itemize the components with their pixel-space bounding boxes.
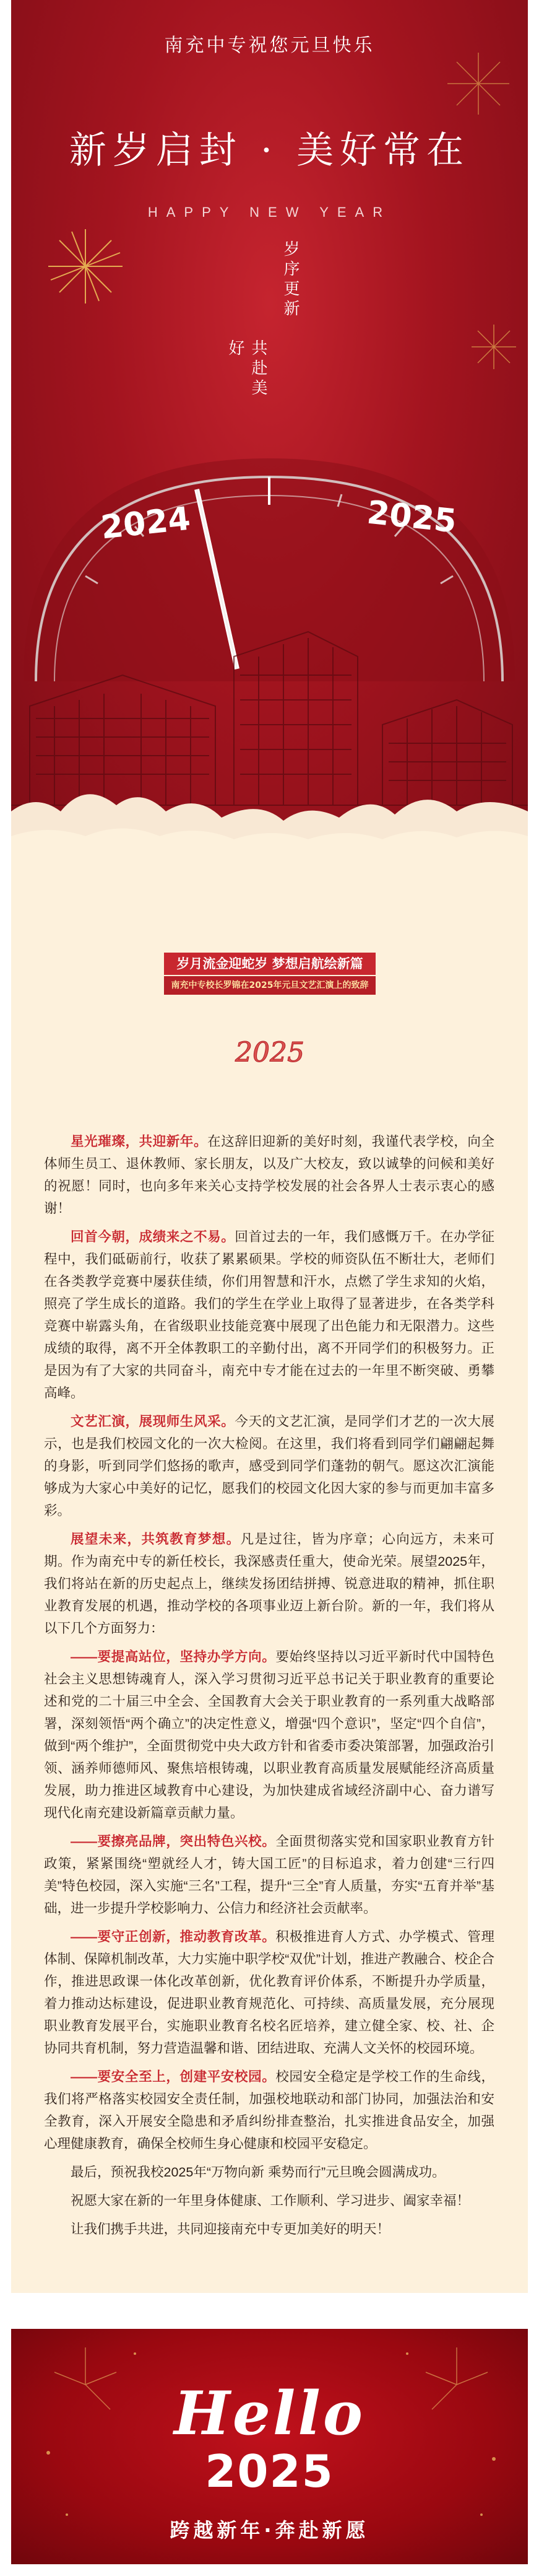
hero-title-left: 新岁启封 — [69, 129, 243, 172]
dial-year-new: 2025 — [365, 494, 459, 541]
paragraph-text: 最后，预祝我校2025年“万物向新 乘势而行”元旦晚会圆满成功。 — [71, 2165, 446, 2180]
article-paragraph — [44, 1528, 494, 1639]
hero-title-right: 美好常在 — [296, 129, 470, 172]
paragraph-lead: ——要守正创新，推动教育改革。 — [71, 1929, 276, 1944]
banner-year: 2025 — [205, 2445, 334, 2497]
bottom-banner — [11, 2329, 528, 2564]
dial-year-old: 2024 — [99, 500, 192, 547]
paragraph-text: 积极推进育人方式、办学模式、管理体制、保障机制改革，大力实施中职学校“双优”计划，推进产教融合、校企合作，推进思政课一体化改革创新，优化教育评价体系，不断提升办学质量，着力推动达标建设，促进职业教育规范化、可持续、高质量发展，充分展现职业教育发展平台，实施职业教育名校名匠培养，建立健全家、校、社、企协同共育机制，努力营造温馨和谐、团结进取、充满人文关怀的校园环境。 — [44, 1929, 494, 2056]
hero-vertical-text — [222, 240, 314, 401]
article-paragraph — [44, 2161, 494, 2183]
article-paragraph — [44, 1926, 494, 2059]
paragraph-text: 回首过去的一年，我们感慨万千。在办学征程中，我们砥砺前行，收获了累累硕果。学校的师资队伍不断壮大，老师们在各类教学竞赛中屡获佳绩，你们用智慧和汗水，点燃了学生求知的火焰，照亮了学生成长的道路。我们的学生在学业上取得了显著进步，在各类学科竞赛中崭露头角，在省级职业技能竞赛中展现了出色能力和无限潜力。这些成绩的取得，离不开全体教职工的辛勤付出，离不开同学们的积极努力。正是因为有了大家的共同奋斗，南充中专才能在过去的一年里不断突破、勇攀高峰。 — [44, 1229, 494, 1400]
hero-greeting: 南充中专祝您元旦快乐 — [164, 35, 375, 56]
article-paragraph — [44, 2218, 494, 2240]
paragraph-lead: 回首今朝，成绩来之不易。 — [71, 1229, 235, 1244]
paragraph-lead: 展望未来，共筑教育梦想。 — [71, 1532, 241, 1547]
deco-2025-icon — [223, 1033, 317, 1070]
paragraph-text: 校园安全稳定是学校工作的生命线，我们将严格落实校园安全责任制，加强校地联动和部门协同，加强法治和安全教育，深入开展安全隐患和矛盾纠纷排查整治，扎实推进食品安全，加强心理健康教育，确保全校师生身心健康和校园平安稳定。 — [44, 2069, 494, 2151]
article-paragraph — [44, 1226, 494, 1404]
article-paragraph — [44, 2190, 494, 2212]
paragraph-lead: 文艺汇演，展现师生风采。 — [71, 1414, 235, 1429]
paragraph-text: 要始终坚持以习近平新时代中国特色社会主义思想铸魂育人，深入学习贯彻习近平总书记关于职业教育的重要论述和党的二十届三中全会、全国教育大会关于职业教育的一系列重大战略部署，深刻领悟“两个确立”的决定性意义，增强“四个意识”，坚定“四个自信”，做到“两个维护”，全面贯彻党中央大政方针和省委市委决策部署，加强政治引领、涵养师德师风、聚焦培根铸魂，以职业教育高质量发展赋能经济高质量发展，助力推进区域教育中心建设，为加快建成省域经济副中心、奋力谱写现代化南充建设新篇章贡献力量。 — [44, 1649, 494, 1820]
firework-icon — [444, 50, 512, 118]
hero-title-separator: · — [260, 129, 279, 172]
paragraph-text: 全面贯彻落实党和国家职业教育方针政策，紧紧围绕“塑就经人才，铸大国工匠”的目标追求，着力创建“三行四美”特色校园，深入实施“三名”工程，提升“三全”育人质量，夯实“五育并举”基础，进一步提升学校影响力、公信力和经济社会贡献率。 — [44, 1834, 494, 1916]
article-subtitle: 南充中专校长罗锦在2025年元旦文艺汇演上的致辞 — [164, 976, 376, 995]
hero-title — [11, 121, 528, 174]
article-title: 岁月流金迎蛇岁 梦想启航绘新篇 — [164, 953, 376, 975]
banner-slogan: 跨越新年·奔赴新愿 — [170, 2518, 369, 2542]
article-body — [44, 1130, 494, 2246]
banner-hello: Hello — [174, 2378, 365, 2448]
article — [11, 867, 528, 2293]
paragraph-text: 凡是过往，皆为序章；心向远方，未来可期。作为南充中专的新任校长，我深感责任重大，使命光荣。展望2025年，我们将站在新的历史起点上，继续发扬团结拼搏、锐意进取的精神，抓住职业教育发展的机遇，推动学校的各项事业迈上新台阶。新的一年，我们将从以下几个方面努力： — [44, 1532, 494, 1636]
paragraph-text: 在这辞旧迎新的美好时刻，我谨代表学校，向全体师生员工、退休教师、家长朋友，以及广大校友，致以诚挚的问候和美好的祝愿！同时，也向多年来关心支持学校发展的社会各界人士表示衷心的感谢！ — [44, 1134, 494, 1216]
paragraph-text: 今天的文艺汇演，是同学们才艺的一次大展示，也是我们校园文化的一次大检阅。在这里，我们将看到同学们翩翩起舞的身影，听到同学们悠扬的歌声，感受到同学们蓬勃的朝气。愿这次汇演能够成为大家心中美好的记忆，愿我们的校园文化因大家的参与而更加丰富多彩。 — [44, 1414, 494, 1518]
paragraph-lead: ——要擦亮品牌，突出特色兴校。 — [71, 1834, 276, 1849]
hero-vertical-line-2: 共赴美好 — [226, 339, 267, 399]
title-ribbon — [164, 953, 376, 1001]
article-paragraph — [44, 1410, 494, 1522]
firework-icon — [469, 322, 519, 372]
paragraph-lead: 星光璀璨，共迎新年。 — [71, 1134, 208, 1149]
firework-icon — [42, 223, 129, 310]
hero-vertical-line-1: 岁序更新 — [281, 240, 300, 320]
article-paragraph — [44, 1646, 494, 1824]
article-paragraph — [44, 2066, 494, 2155]
article-paragraph — [44, 1830, 494, 1919]
auspicious-cloud-icon — [11, 768, 528, 867]
paragraph-text: 让我们携手共进，共同迎接南充中专更加美好的明天！ — [71, 2222, 390, 2237]
hero-subtitle: HAPPY NEW YEAR — [147, 204, 392, 220]
hero-poster — [11, 0, 528, 867]
paragraph-lead: ——要安全至上，创建平安校园。 — [71, 2069, 276, 2084]
article-paragraph — [44, 1130, 494, 1220]
paragraph-lead: ——要提高站位，坚持办学方向。 — [71, 1649, 276, 1664]
deco-2025-text: 2025 — [235, 1037, 304, 1068]
paragraph-text: 祝愿大家在新的一年里身体健康、工作顺利、学习进步、阖家幸福！ — [71, 2193, 470, 2208]
